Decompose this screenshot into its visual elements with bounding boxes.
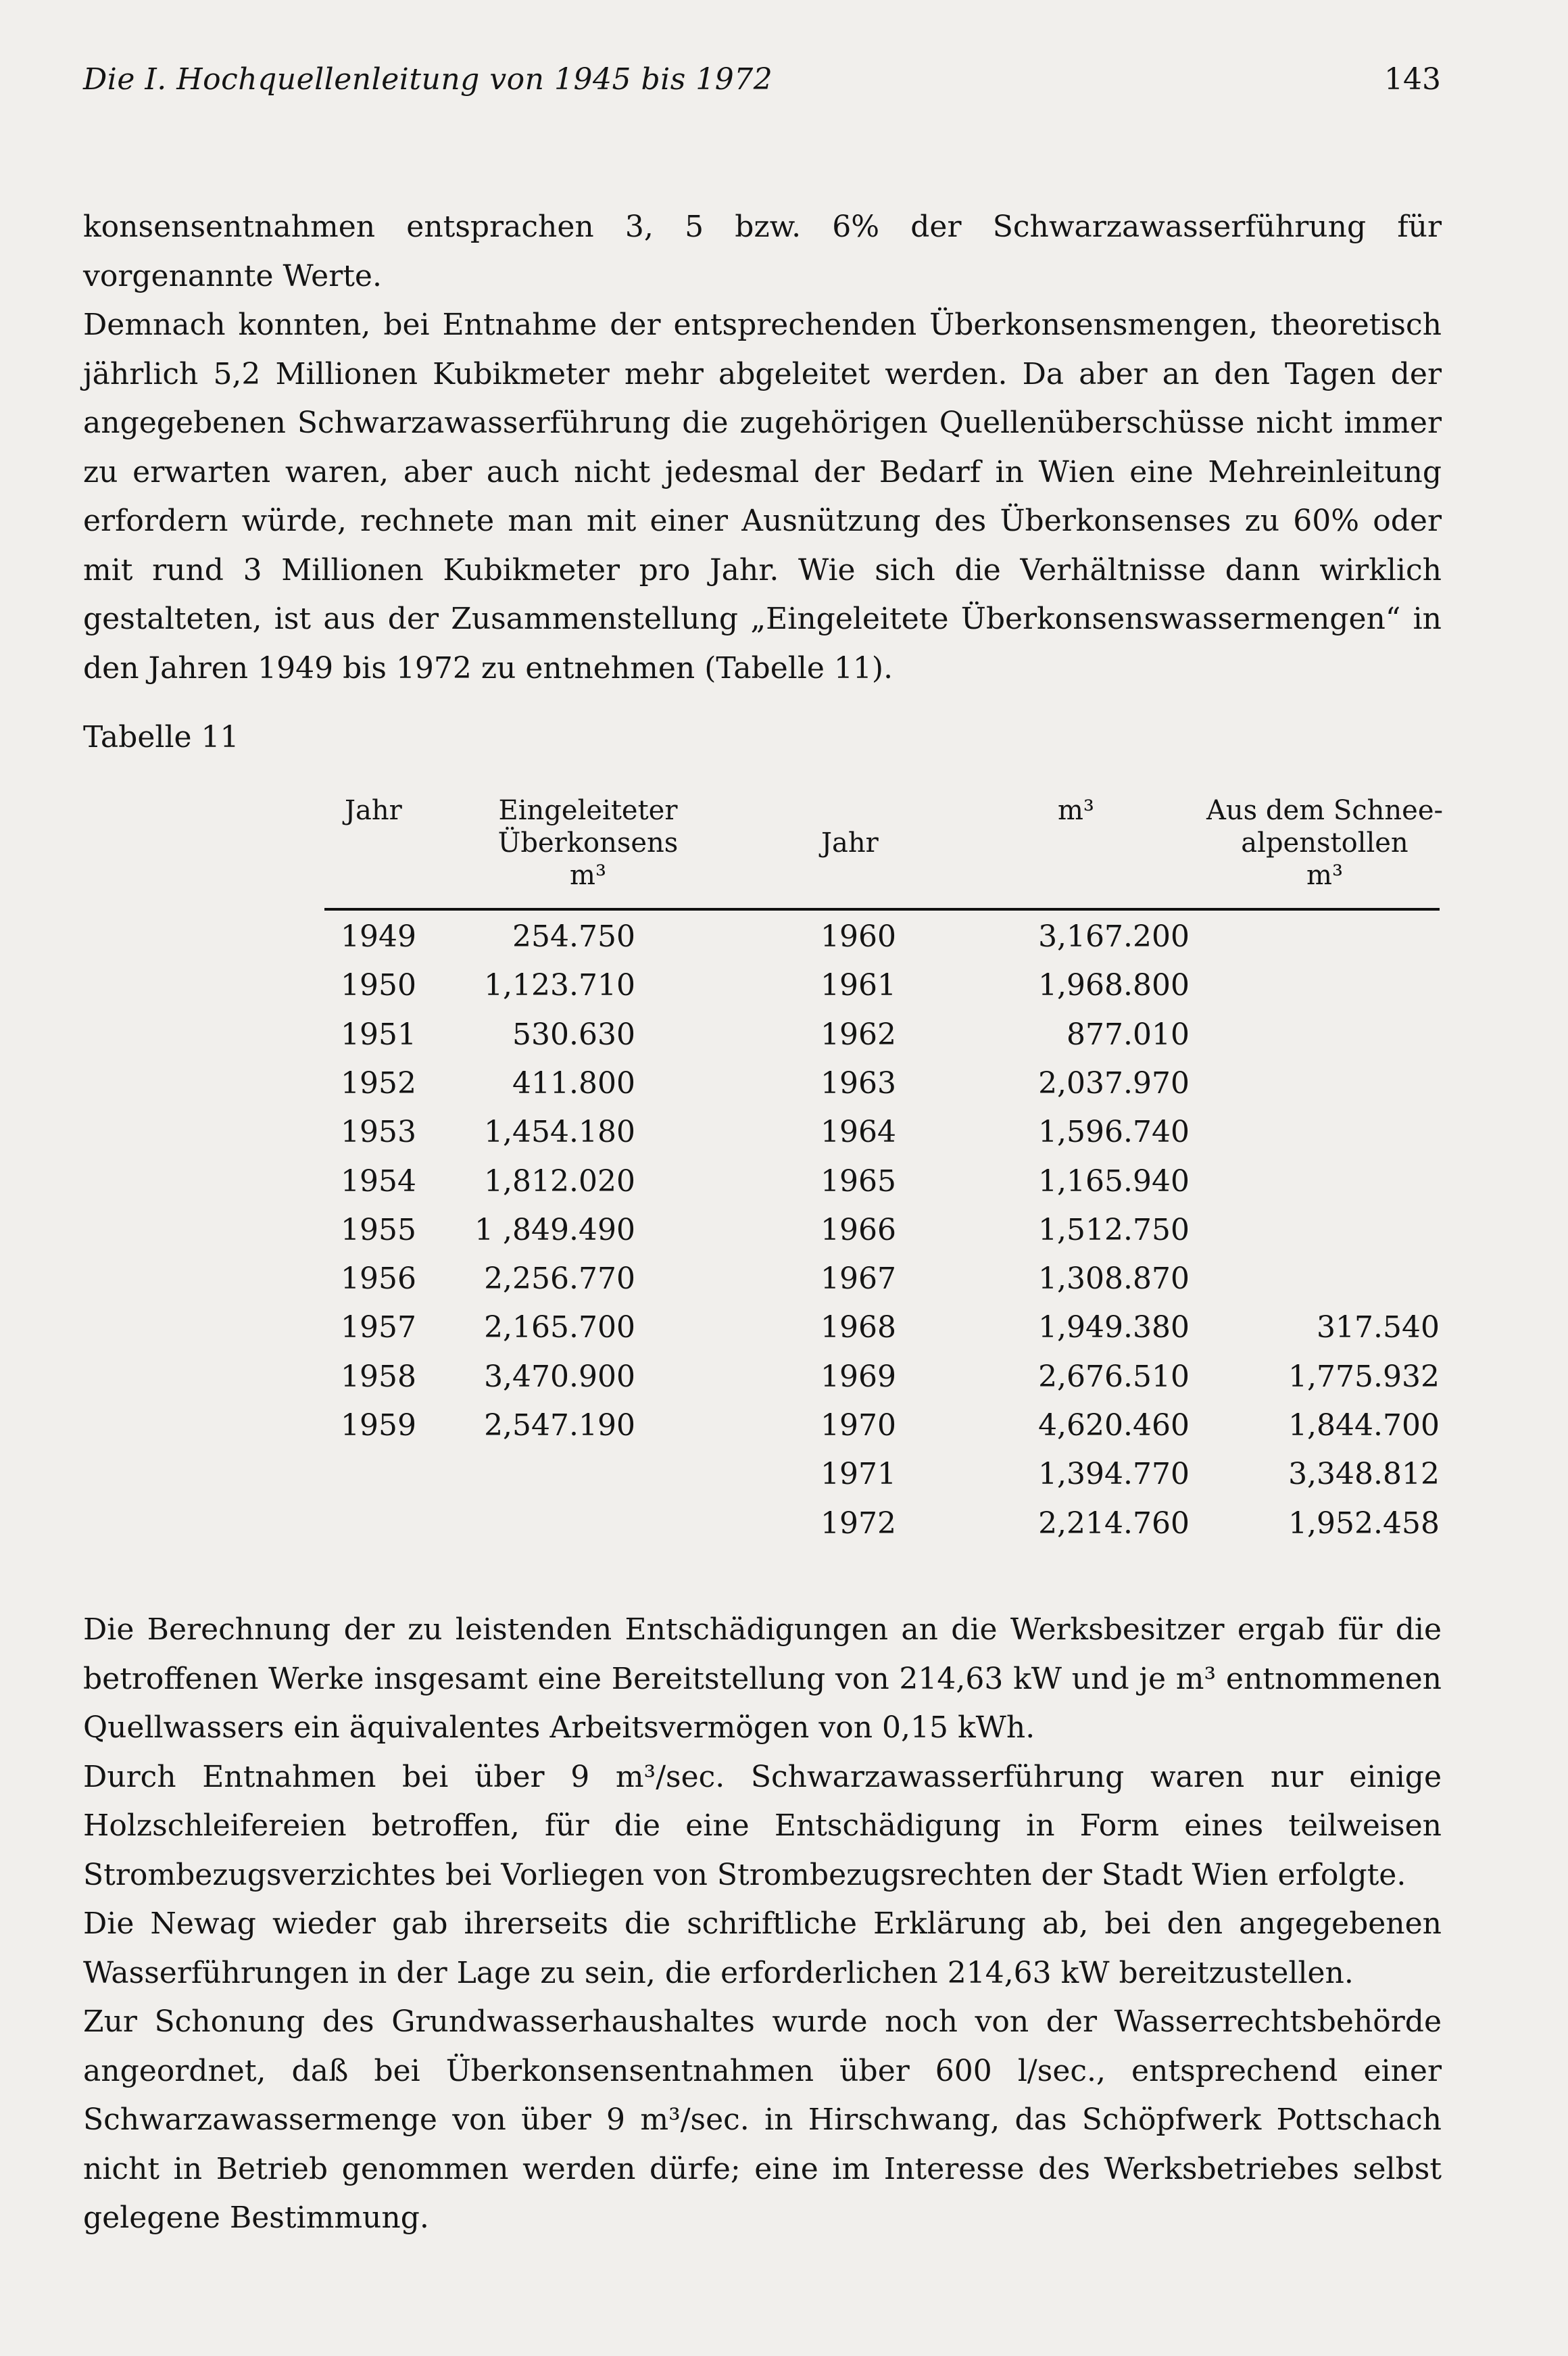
header-year-right: Jahr xyxy=(821,827,879,859)
table-cell-year: 1965 xyxy=(820,1164,896,1199)
table-cell-year: 1956 xyxy=(341,1261,416,1296)
table-cell-schneealpen: 3,348.812 xyxy=(1288,1457,1440,1491)
paragraph: Demnach konnten, bei Entnahme der entsprechenden Überkonsensmengen, theoretisch jährlich 5,2 Millionen Kubikmeter mehr abgeleitet werden. Da aber an den Tagen der angegebenen Schwarzawasserführung die zugehörigen Quellenüberschüsse nicht immer zu erwarten waren, aber auch nicht jedesmal der Bedarf in Wien eine Mehreinleitung erfordern würde, rechnete man mit einer Ausnützung des Überkonsenses zu 60% oder mit rund 3 Millionen Kubikmeter pro Jahr. Wie sich die Verhältnisse dann wirklich gestalteten, ist aus der Zusammenstellung „Eingeleitete Überkonsenswassermengen“ in den Jahren 1949 bis 1972 zu entnehmen (Tabelle 11). xyxy=(83,308,1442,686)
table-cell-schneealpen: 1,952.458 xyxy=(1288,1506,1440,1541)
table-cell-year: 1949 xyxy=(341,919,416,954)
header-line: m³ xyxy=(1306,860,1343,891)
table-cell-schneealpen: 1,775.932 xyxy=(1288,1360,1440,1394)
paragraph: Die Berechnung der zu leistenden Entschädigungen an die Werksbesitzer ergab für die betroffenen Werke insgesamt eine Bereitstellung von 214,63 kW und je m³ entnommenen Quellwassers ein äquivalentes Arbeitsvermögen von 0,15 kWh. xyxy=(83,1612,1442,1745)
table-cell-schneealpen: 1,844.700 xyxy=(1288,1408,1440,1443)
header-line: Überkonsens m³ xyxy=(497,827,679,891)
table-cell-year: 1961 xyxy=(820,968,896,1003)
table-cell-value: 1,454.180 xyxy=(484,1115,635,1149)
table-cell-year: 1959 xyxy=(341,1408,416,1443)
table-caption: Tabelle 11 xyxy=(83,720,239,754)
intro-text xyxy=(83,203,1442,693)
table-cell-year: 1957 xyxy=(341,1310,416,1345)
table-cell-schneealpen: 317.540 xyxy=(1317,1310,1440,1345)
header-value-left xyxy=(487,794,689,892)
table-cell-year: 1972 xyxy=(820,1506,896,1541)
outro-text xyxy=(83,1606,1442,2243)
table-cell-value: 254.750 xyxy=(512,919,635,954)
table-rule xyxy=(324,908,1440,911)
table-cell-year: 1968 xyxy=(820,1310,896,1345)
table-cell-value: 3,470.900 xyxy=(484,1360,635,1394)
table-cell-value: 2,214.760 xyxy=(1038,1506,1190,1541)
table-cell-year: 1964 xyxy=(820,1115,896,1149)
table-cell-value: 4,620.460 xyxy=(1038,1408,1190,1443)
page-number: 143 xyxy=(1384,62,1441,97)
table-cell-value: 2,676.510 xyxy=(1038,1360,1190,1394)
header-year-left: Jahr xyxy=(345,795,402,826)
table-cell-value: 3,167.200 xyxy=(1038,919,1190,954)
table-cell-year: 1952 xyxy=(341,1066,416,1101)
table-cell-value: 1,512.750 xyxy=(1038,1213,1190,1247)
table-cell-year: 1970 xyxy=(820,1408,896,1443)
table-cell-year: 1953 xyxy=(341,1115,416,1149)
table-cell-value: 411.800 xyxy=(512,1066,635,1101)
table-cell-value: 2,165.700 xyxy=(484,1310,635,1345)
paragraph: konsensentnahmen entsprachen 3, 5 bzw. 6% der Schwarzawasserführung für vorgenannte Werte. xyxy=(83,210,1442,293)
table-cell-year: 1950 xyxy=(341,968,416,1003)
table-cell-value: 1,394.770 xyxy=(1038,1457,1190,1491)
table-cell-value: 1,308.870 xyxy=(1038,1261,1190,1296)
table-cell-value: 877.010 xyxy=(1067,1017,1190,1052)
table-cell-year: 1963 xyxy=(820,1066,896,1101)
table-cell-year: 1951 xyxy=(341,1017,416,1052)
header-line: Aus dem Schnee- xyxy=(1206,795,1443,826)
table-cell-value: 1,165.940 xyxy=(1038,1164,1190,1199)
table-cell-value: 2,547.190 xyxy=(484,1408,635,1443)
table-cell-value: 1,968.800 xyxy=(1038,968,1190,1003)
table-cell-year: 1967 xyxy=(820,1261,896,1296)
table-cell-value: 2,037.970 xyxy=(1038,1066,1190,1101)
header-line: Eingeleiteter xyxy=(498,795,678,826)
table-cell-year: 1971 xyxy=(820,1457,896,1491)
table-cell-value: 1,812.020 xyxy=(484,1164,635,1199)
header-value-right: m³ xyxy=(1058,795,1094,826)
table-cell-value: 1 ,849.490 xyxy=(474,1213,635,1247)
table-cell-value: 1,949.380 xyxy=(1038,1310,1190,1345)
table-cell-year: 1958 xyxy=(341,1360,416,1394)
running-header-title: Die I. Hochquellenleitung von 1945 bis 1972 xyxy=(83,62,773,97)
table-cell-value: 1,596.740 xyxy=(1038,1115,1190,1149)
table-cell-year: 1960 xyxy=(820,919,896,954)
table-cell-year: 1966 xyxy=(820,1213,896,1247)
paragraph: Durch Entnahmen bei über 9 m³/sec. Schwarzawasserführung waren nur einige Holzschleifereien betroffen, für die eine Entschädigung in Form eines teilweisen Strombezugsverzichtes bei Vorliegen von Strombezugsrechten der Stadt Wien erfolgte. xyxy=(83,1759,1442,1892)
header-line: alpenstollen xyxy=(1241,827,1408,859)
table-cell-year: 1969 xyxy=(820,1360,896,1394)
header-schneealpen xyxy=(1203,794,1446,892)
table-cell-year: 1955 xyxy=(341,1213,416,1247)
table-cell-year: 1962 xyxy=(820,1017,896,1052)
table-cell-value: 530.630 xyxy=(512,1017,635,1052)
table-cell-year: 1954 xyxy=(341,1164,416,1199)
table-cell-value: 1,123.710 xyxy=(484,968,635,1003)
table-cell-value: 2,256.770 xyxy=(484,1261,635,1296)
paragraph: Die Newag wieder gab ihrerseits die schriftliche Erklärung ab, bei den angegebenen Wasserführungen in der Lage zu sein, die erforderlichen 214,63 kW bereitzustellen. xyxy=(83,1906,1442,1990)
paragraph: Zur Schonung des Grundwasserhaushaltes wurde noch von der Wasserrechtsbehörde angeordnet, daß bei Überkonsensentnahmen über 600 l/sec., entsprechend einer Schwarzawassermenge von über 9 m³/sec. in Hirschwang, das Schöpfwerk Pottschach nicht in Betrieb genommen werden dürfe; eine im Interesse des Werksbetriebes selbst gelegene Bestimmung. xyxy=(83,2004,1442,2235)
